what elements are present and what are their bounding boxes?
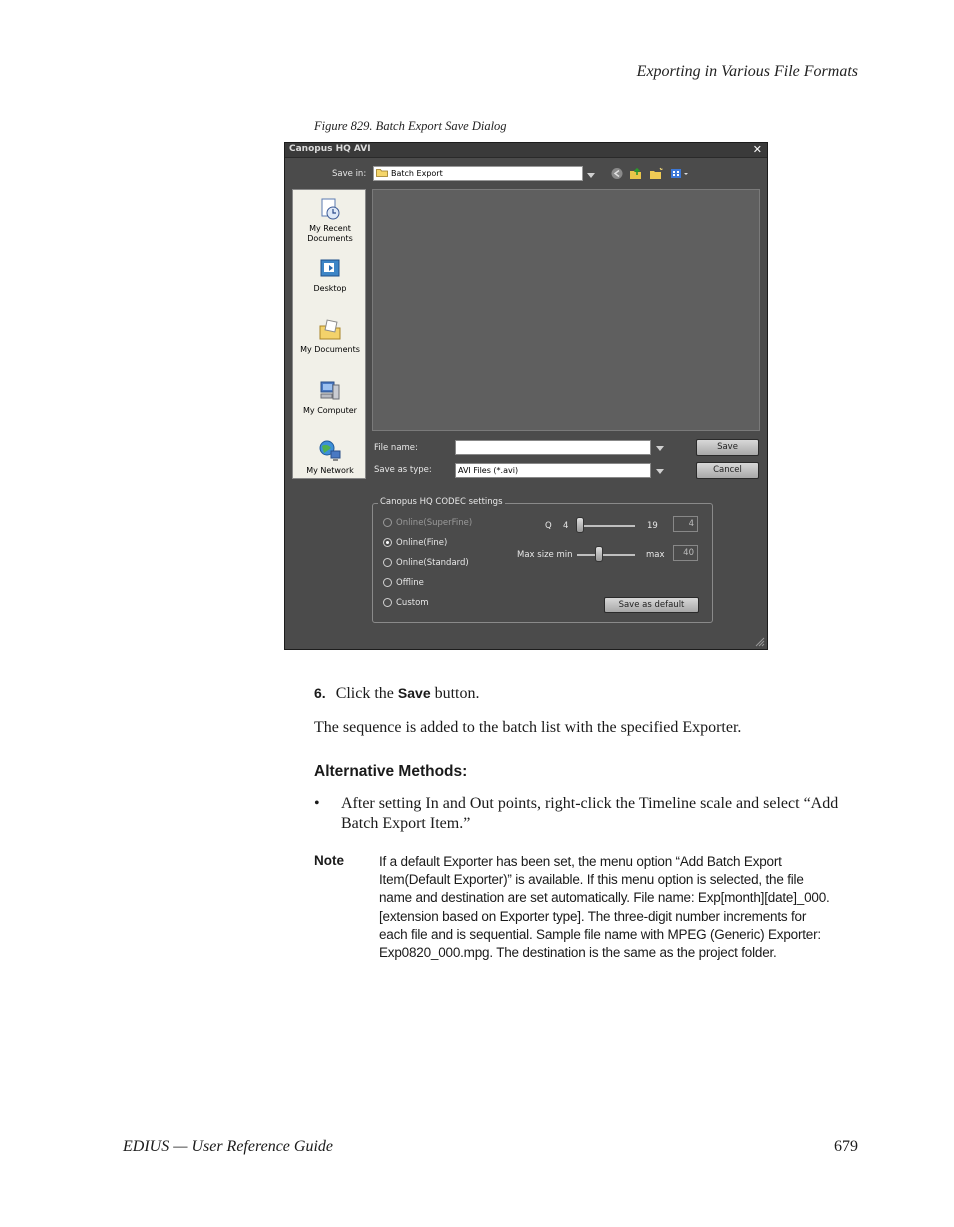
recent-documents-icon: [317, 196, 343, 222]
radio-label: Online(Standard): [396, 558, 469, 568]
save-in-label: Save in:: [332, 169, 367, 179]
page-number: 679: [834, 1138, 858, 1155]
cancel-button[interactable]: Cancel: [696, 462, 759, 479]
new-folder-icon[interactable]: [649, 167, 663, 180]
place-label: My Recent Documents: [307, 224, 353, 243]
save-as-type-select[interactable]: AVI Files (*.avi): [455, 463, 651, 478]
q-min-label: 4: [563, 521, 569, 531]
radio-label: Custom: [396, 598, 429, 608]
bullet-text: After setting In and Out points, right-click the Timeline scale and select “Add Batch Export Item.”: [341, 795, 839, 832]
place-desktop[interactable]: [293, 256, 367, 294]
file-name-dropdown-icon[interactable]: [656, 446, 664, 451]
bullet-mark: •: [314, 795, 320, 812]
place-label: My Computer: [303, 406, 357, 415]
dialog-titlebar: [285, 143, 767, 158]
q-slider-thumb[interactable]: [576, 517, 584, 533]
maxsize-value-field[interactable]: 40: [673, 545, 698, 561]
view-menu-icon[interactable]: [670, 167, 690, 180]
resize-grip-icon[interactable]: [755, 637, 765, 647]
step-text-pre: Click the: [335, 685, 398, 702]
close-icon[interactable]: ✕: [752, 143, 762, 156]
save-button[interactable]: Save: [696, 439, 759, 456]
step-text-bold: Save: [397, 685, 431, 701]
place-my-documents[interactable]: [293, 317, 367, 355]
step-6: [314, 685, 480, 703]
radio-indicator: [383, 558, 392, 567]
save-as-default-button[interactable]: Save as default: [604, 597, 699, 613]
desktop-icon: [317, 256, 343, 282]
q-value-field[interactable]: 4: [673, 516, 698, 532]
maxsize-max-label: max: [646, 550, 665, 560]
up-folder-icon[interactable]: [629, 167, 643, 180]
radio-offline[interactable]: [383, 578, 424, 588]
places-bar: [292, 189, 366, 479]
my-documents-icon: [317, 317, 343, 343]
save-in-dropdown-icon[interactable]: [587, 173, 595, 178]
my-computer-icon: [317, 378, 343, 404]
q-slider-track[interactable]: [577, 525, 635, 527]
radio-online-fine[interactable]: [383, 538, 447, 548]
file-name-input[interactable]: [455, 440, 651, 455]
radio-label: Online(SuperFine): [396, 518, 473, 528]
place-label: My Documents: [300, 345, 360, 354]
step-number: 6.: [314, 685, 326, 701]
place-my-network[interactable]: [293, 438, 367, 476]
radio-indicator: [383, 578, 392, 587]
figure-caption: Figure 829. Batch Export Save Dialog: [314, 119, 507, 133]
batch-export-save-dialog: [284, 142, 768, 650]
radio-indicator: [383, 518, 392, 527]
save-as-type-dropdown-icon[interactable]: [656, 469, 664, 474]
maxsize-slider-thumb[interactable]: [595, 546, 603, 562]
footer-guide-title: EDIUS — User Reference Guide: [123, 1138, 334, 1155]
save-in-value: Batch Export: [391, 169, 443, 178]
page-header-title: Exporting in Various File Formats: [636, 63, 858, 80]
body-paragraph: The sequence is added to the batch list with the specified Exporter.: [314, 719, 742, 736]
note-text: If a default Exporter has been set, the menu option “Add Batch Export Item(Default Exporter)” is available. If this menu option is selected, the file name and destination are set automatically. File name: Exp[month][date]_000.[extension based on Exporter type]. The three-digit number increments for each file and is sequential. Sample file name with MPEG (Generic) Exporter: Exp0820_000.mpg. The destination is the same as the project folder.: [379, 854, 830, 961]
step-text-post: button.: [430, 685, 480, 702]
radio-label: Offline: [396, 578, 424, 588]
back-icon[interactable]: [610, 167, 624, 180]
q-max-label: 19: [647, 521, 658, 531]
maxsize-slider-track[interactable]: [577, 554, 635, 556]
note-label: Note: [314, 853, 344, 868]
radio-label: Online(Fine): [396, 538, 448, 548]
save-as-type-label: Save as type:: [374, 465, 432, 475]
file-list-view[interactable]: [372, 189, 760, 431]
radio-custom[interactable]: [383, 598, 429, 608]
place-label: Desktop: [313, 284, 347, 293]
q-label: Q: [545, 521, 552, 531]
codec-settings-group: [372, 497, 713, 623]
place-my-computer[interactable]: [293, 378, 367, 416]
file-name-label: File name:: [374, 443, 418, 453]
radio-online-superfine[interactable]: [383, 518, 472, 528]
my-network-icon: [317, 438, 343, 464]
radio-online-standard[interactable]: [383, 558, 469, 568]
radio-indicator: [383, 538, 392, 547]
folder-icon: [376, 168, 388, 177]
maxsize-label: Max size min: [517, 550, 573, 560]
save-in-combo[interactable]: [373, 166, 583, 181]
alternative-methods-heading: Alternative Methods:: [314, 763, 468, 780]
dialog-title: Canopus HQ AVI: [289, 144, 371, 154]
place-my-recent-documents[interactable]: [293, 196, 367, 244]
radio-indicator: [383, 598, 392, 607]
codec-settings-title: Canopus HQ CODEC settings: [380, 497, 503, 507]
place-label: My Network: [306, 466, 354, 475]
